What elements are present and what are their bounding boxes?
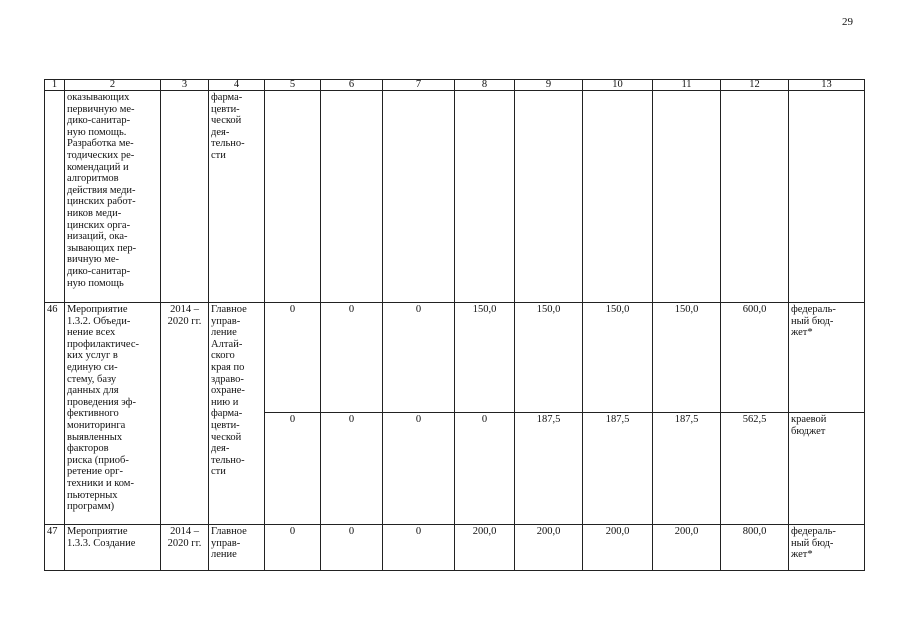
value-cell: 200,0 [455, 525, 515, 571]
value-cell: 600,0 [721, 303, 789, 413]
cell [455, 91, 515, 303]
col-header: 6 [321, 80, 383, 91]
cell [789, 91, 865, 303]
table-row-46-federal [45, 303, 865, 413]
cell [321, 91, 383, 303]
header-row [45, 80, 865, 91]
col-header: 4 [209, 80, 265, 91]
cell [653, 91, 721, 303]
cell-description: оказывающих первичную ме- дико-санитар- ную помощь. Разработка ме- тодических ре- комендаций и алгоритмов действия меди- цинских работ- ников меди- цинских орга- низаций, ока- зывающих пер- вичную ме- дико-санитар- ную помощь [65, 91, 161, 303]
page-number: 29 [842, 16, 853, 28]
value-cell: 187,5 [583, 413, 653, 525]
value-cell: 0 [455, 413, 515, 525]
col-header: 8 [455, 80, 515, 91]
value-cell: 0 [265, 525, 321, 571]
budget-table [44, 79, 865, 571]
table-row-47-federal [45, 525, 865, 571]
value-cell: 150,0 [455, 303, 515, 413]
row-number: 47 [45, 525, 65, 571]
funding-source: краевой бюджет [789, 413, 865, 525]
cell [583, 91, 653, 303]
col-header: 9 [515, 80, 583, 91]
col-header: 12 [721, 80, 789, 91]
value-cell: 200,0 [515, 525, 583, 571]
row-executor: Главное управ- ление [209, 525, 265, 571]
col-header: 11 [653, 80, 721, 91]
value-cell: 150,0 [515, 303, 583, 413]
value-cell: 0 [383, 413, 455, 525]
value-cell: 150,0 [583, 303, 653, 413]
cell-period [161, 91, 209, 303]
row-description: Мероприятие 1.3.2. Объеди- нение всех профилактичес- ких услуг в единую си- стему, базу данных для проведения эф- фективного мониторинга выявленных факторов риска (приоб- ретение орг- техники и ком- пьютерных программ) [65, 303, 161, 525]
row-executor: Главное управ- ление Алтай- ского края по здраво- охране- нию и фарма- цевти- ческой дея- тельно- сти [209, 303, 265, 525]
col-header: 3 [161, 80, 209, 91]
row-number: 46 [45, 303, 65, 525]
col-header: 1 [45, 80, 65, 91]
col-header: 10 [583, 80, 653, 91]
funding-source: федераль- ный бюд- жет* [789, 525, 865, 571]
cell [265, 91, 321, 303]
cell-executor: фарма- цевти- ческой дея- тельно- сти [209, 91, 265, 303]
value-cell: 0 [321, 303, 383, 413]
value-cell: 187,5 [515, 413, 583, 525]
value-cell: 200,0 [653, 525, 721, 571]
col-header: 2 [65, 80, 161, 91]
row-period: 2014 – 2020 гг. [161, 525, 209, 571]
continuation-row [45, 91, 865, 303]
value-cell: 0 [321, 525, 383, 571]
value-cell: 0 [321, 413, 383, 525]
funding-source: федераль- ный бюд- жет* [789, 303, 865, 413]
row-period: 2014 – 2020 гг. [161, 303, 209, 525]
cell [515, 91, 583, 303]
value-cell: 187,5 [653, 413, 721, 525]
value-cell: 800,0 [721, 525, 789, 571]
value-cell: 200,0 [583, 525, 653, 571]
row-description: Мероприятие 1.3.3. Создание [65, 525, 161, 571]
value-cell: 150,0 [653, 303, 721, 413]
value-cell: 0 [265, 413, 321, 525]
cell [383, 91, 455, 303]
cell-num [45, 91, 65, 303]
value-cell: 0 [383, 525, 455, 571]
col-header: 5 [265, 80, 321, 91]
cell [721, 91, 789, 303]
value-cell: 0 [383, 303, 455, 413]
value-cell: 0 [265, 303, 321, 413]
col-header: 7 [383, 80, 455, 91]
col-header: 13 [789, 80, 865, 91]
value-cell: 562,5 [721, 413, 789, 525]
